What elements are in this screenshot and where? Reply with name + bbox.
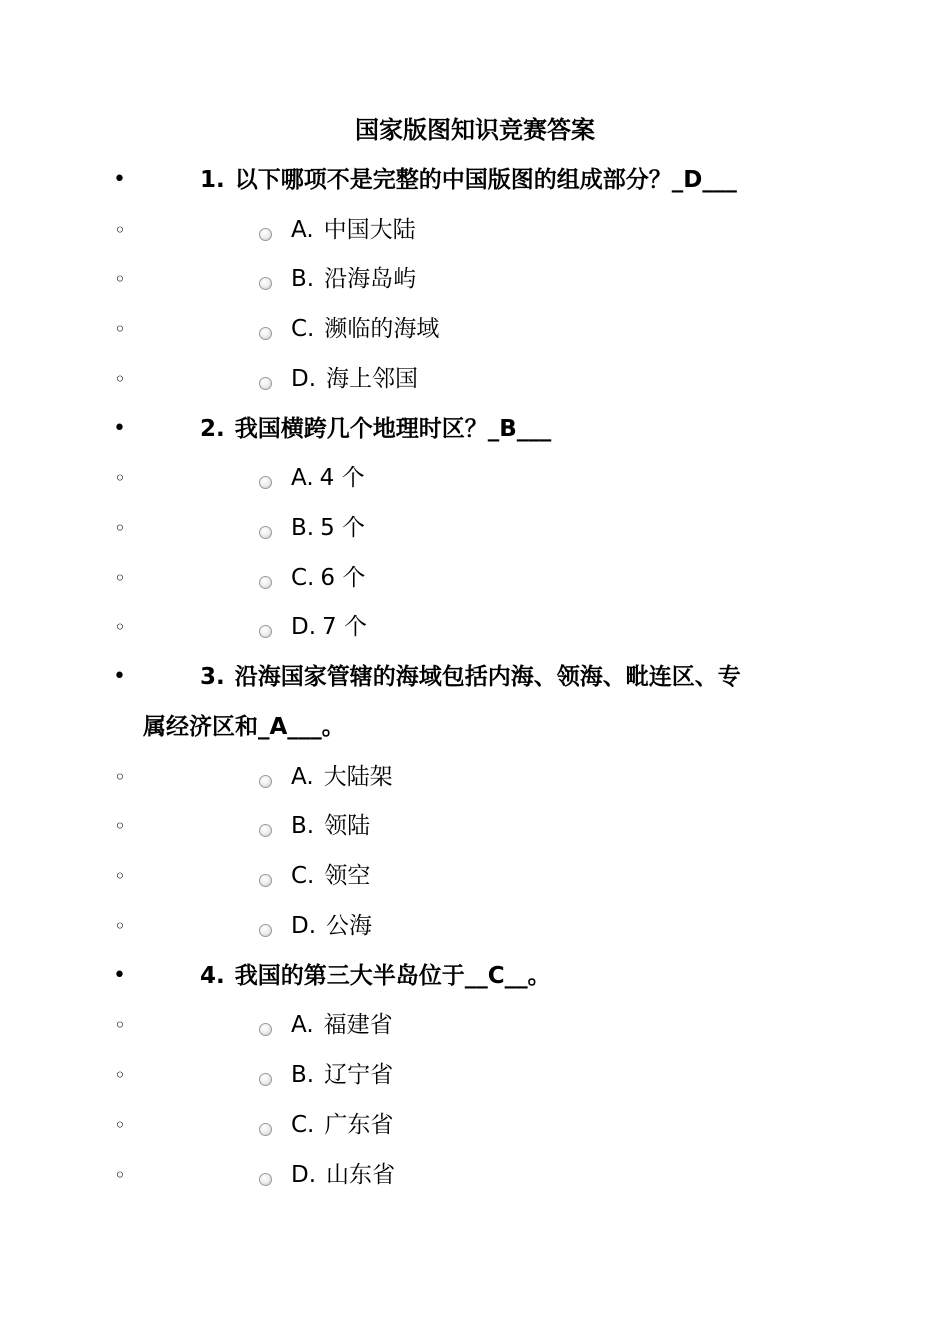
circle-bullet-icon: ◦: [114, 814, 126, 838]
option-label: [291, 354, 418, 404]
option-2a[interactable]: [0, 453, 950, 503]
option-label: [291, 205, 416, 255]
option-1b[interactable]: [0, 254, 950, 304]
circle-bullet-icon: ◦: [114, 516, 126, 540]
circle-bullet-icon: ◦: [114, 218, 126, 242]
circle-bullet-icon: ◦: [114, 566, 126, 590]
question-number: 3.: [200, 664, 225, 690]
option-1a[interactable]: [0, 205, 950, 255]
circle-bullet-icon: ◦: [114, 1163, 126, 1187]
radio-button[interactable]: [259, 625, 272, 638]
circle-bullet-icon: ◦: [114, 317, 126, 341]
radio-button[interactable]: [259, 228, 272, 241]
question-label: 我国的第三大半岛位于__C__。: [234, 963, 551, 989]
option-text: 7 个: [322, 614, 367, 640]
option-label: [291, 801, 370, 851]
radio-button[interactable]: [259, 476, 272, 489]
option-4a[interactable]: [0, 1000, 950, 1050]
option-label: [291, 901, 372, 951]
option-3d[interactable]: [0, 901, 950, 951]
radio-button[interactable]: [259, 526, 272, 539]
option-text: 沿海岛屿: [324, 266, 417, 292]
option-label: [291, 1000, 393, 1050]
radio-button[interactable]: [259, 576, 272, 589]
option-label: [291, 1150, 395, 1200]
option-text: 福建省: [323, 1012, 393, 1038]
disc-bullet-icon: •: [113, 167, 126, 192]
option-text: 大陆架: [323, 764, 393, 790]
option-text: 海上邻国: [326, 366, 419, 392]
question-number: 1.: [200, 167, 225, 193]
question-number: 2.: [200, 416, 225, 442]
question-text: [200, 404, 810, 454]
circle-bullet-icon: ◦: [114, 765, 126, 789]
question-text: [200, 652, 810, 702]
option-letter: A.: [291, 1012, 314, 1038]
option-letter: C.: [291, 316, 315, 342]
option-letter: C.: [291, 565, 315, 591]
question-label: 沿海国家管辖的海域包括内海、领海、毗连区、专: [234, 664, 741, 690]
option-2c[interactable]: [0, 553, 950, 603]
radio-button[interactable]: [259, 775, 272, 788]
option-3c[interactable]: [0, 851, 950, 901]
circle-bullet-icon: ◦: [114, 615, 126, 639]
circle-bullet-icon: ◦: [114, 267, 126, 291]
question-1: [0, 155, 950, 205]
option-label: [291, 304, 439, 354]
question-label: 我国横跨几个地理时区？_B___: [234, 416, 552, 442]
circle-bullet-icon: ◦: [114, 1063, 126, 1087]
option-letter: D.: [291, 1162, 317, 1188]
option-label: [291, 553, 365, 603]
radio-button[interactable]: [259, 824, 272, 837]
option-text: 广东省: [324, 1112, 394, 1138]
option-text: 领空: [324, 863, 371, 889]
option-text: 濒临的海域: [324, 316, 440, 342]
radio-button[interactable]: [259, 377, 272, 390]
radio-button[interactable]: [259, 924, 272, 937]
option-letter: C.: [291, 1112, 315, 1138]
option-letter: B.: [291, 266, 315, 292]
option-letter: D.: [291, 614, 317, 640]
page-title: 国家版图知识竞赛答案: [355, 116, 595, 144]
option-4b[interactable]: [0, 1050, 950, 1100]
question-label-continued: 属经济区和_A___。: [143, 714, 345, 740]
circle-bullet-icon: ◦: [114, 1113, 126, 1137]
circle-bullet-icon: ◦: [114, 914, 126, 938]
option-letter: D.: [291, 366, 317, 392]
option-label: [291, 503, 365, 553]
option-3b[interactable]: [0, 801, 950, 851]
radio-button[interactable]: [259, 327, 272, 340]
option-label: [291, 453, 365, 503]
option-label: [291, 1050, 393, 1100]
option-3a[interactable]: [0, 752, 950, 802]
option-letter: B.: [291, 1062, 315, 1088]
question-number: 4.: [200, 963, 225, 989]
circle-bullet-icon: ◦: [114, 367, 126, 391]
option-letter: B.: [291, 813, 315, 839]
circle-bullet-icon: ◦: [114, 864, 126, 888]
question-3: [0, 652, 950, 702]
option-letter: A.: [291, 465, 314, 491]
question-text: [200, 155, 810, 205]
option-text: 6 个: [320, 565, 366, 591]
question-3-continued: [0, 702, 950, 752]
option-text: 领陆: [324, 813, 371, 839]
option-2d[interactable]: [0, 602, 950, 652]
option-2b[interactable]: [0, 503, 950, 553]
option-letter: C.: [291, 863, 315, 889]
question-4: [0, 951, 950, 1001]
option-label: [291, 254, 416, 304]
option-label: [291, 602, 367, 652]
option-letter: B.: [291, 515, 315, 541]
disc-bullet-icon: •: [113, 963, 126, 988]
circle-bullet-icon: ◦: [114, 466, 126, 490]
disc-bullet-icon: •: [113, 416, 126, 441]
circle-bullet-icon: ◦: [114, 1013, 126, 1037]
radio-button[interactable]: [259, 1023, 272, 1036]
option-4c[interactable]: [0, 1100, 950, 1150]
option-text: 中国大陆: [323, 217, 416, 243]
option-1c[interactable]: [0, 304, 950, 354]
radio-button[interactable]: [259, 1073, 272, 1086]
option-label: [291, 851, 370, 901]
question-2: [0, 404, 950, 454]
option-text: 辽宁省: [324, 1062, 394, 1088]
radio-button[interactable]: [259, 874, 272, 887]
question-text: [200, 951, 810, 1001]
option-text: 4 个: [319, 465, 365, 491]
option-label: [291, 1100, 393, 1150]
option-label: [291, 752, 393, 802]
option-letter: A.: [291, 764, 314, 790]
option-text: 公海: [326, 913, 373, 939]
option-letter: A.: [291, 217, 314, 243]
option-text: 5 个: [320, 515, 366, 541]
option-1d[interactable]: [0, 354, 950, 404]
option-4d[interactable]: [0, 1150, 950, 1200]
radio-button[interactable]: [259, 277, 272, 290]
question-label: 以下哪项不是完整的中国版图的组成部分？_D___: [234, 167, 737, 193]
radio-button[interactable]: [259, 1123, 272, 1136]
disc-bullet-icon: •: [113, 664, 126, 689]
option-text: 山东省: [326, 1162, 396, 1188]
option-letter: D.: [291, 913, 317, 939]
radio-button[interactable]: [259, 1173, 272, 1186]
